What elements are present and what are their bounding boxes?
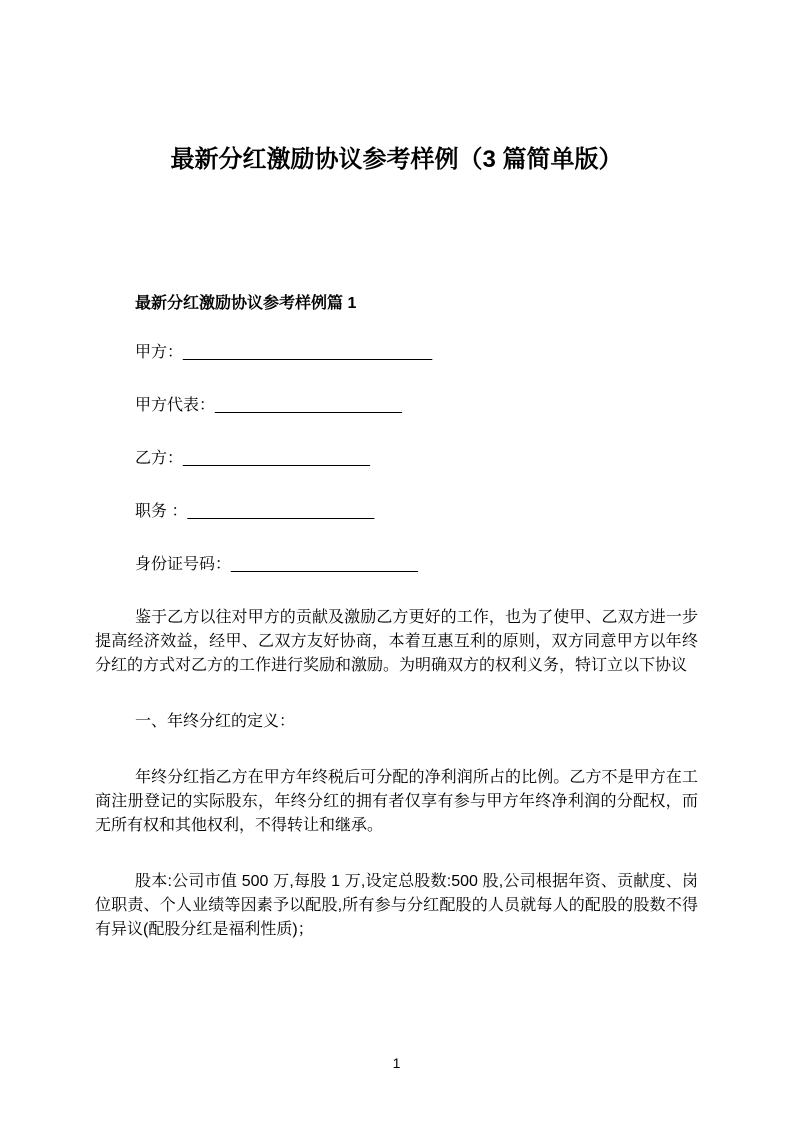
- definition-paragraph: 年终分红指乙方在甲方年终税后可分配的净利润所占的比例。乙方不是甲方在工商注册登记的实际股东，年终分红的拥有者仅享有参与甲方年终净利润的分配权，而无所有权和其他权利，不得转让和继承。: [95, 769, 698, 834]
- field-id-number: [95, 553, 698, 577]
- document-title: 最新分红激励协议参考样例（3 篇简单版）: [170, 146, 623, 173]
- field-party-a-representative-label: 甲方代表：: [135, 397, 216, 414]
- field-id-number-label: 身份证号码：: [135, 556, 232, 573]
- field-party-a-blank-line: ____________________________: [183, 344, 433, 361]
- party-fields: [95, 341, 698, 577]
- field-position-label: 职务 ：: [135, 503, 188, 520]
- intro-paragraph: 鉴于乙方以往对甲方的贡献及激励乙方更好的工作，也为了使甲、乙双方进一步提高经济效益，经甲、乙双方友好协商，本着互惠互利的原则，双方同意甲方以年终分红的方式对乙方的工作进行奖励和激励。为明确双方的权利义务，特订立以下协议: [95, 609, 698, 674]
- field-party-a-representative: [95, 394, 698, 418]
- field-party-a: [95, 341, 698, 365]
- shares-paragraph: 股本:公司市值 500 万,每股 1 万,设定总股数:500 股,公司根据年资、贡献度、岗位职责、个人业绩等因素予以配股,所有参与分红配股的人员就每人的配股的股数不得有异议(配股分红是福利性质)；: [95, 873, 698, 938]
- page-footer: [0, 1051, 793, 1075]
- field-party-a-representative-blank-line: _____________________: [215, 397, 402, 414]
- field-party-b-label: 乙方：: [135, 450, 184, 467]
- clause-1-subheading: 一、年终分红的定义：: [135, 713, 296, 730]
- field-party-b: [95, 447, 698, 471]
- field-party-a-label: 甲方：: [135, 344, 184, 361]
- field-party-b-blank-line: _____________________: [183, 450, 370, 467]
- section-1-heading: 最新分红激励协议参考样例篇 1: [135, 295, 357, 312]
- page-number: 1: [392, 1055, 401, 1071]
- field-id-number-blank-line: _____________________: [231, 556, 418, 573]
- field-position-blank-line: _____________________: [187, 503, 375, 520]
- field-position: [95, 500, 698, 524]
